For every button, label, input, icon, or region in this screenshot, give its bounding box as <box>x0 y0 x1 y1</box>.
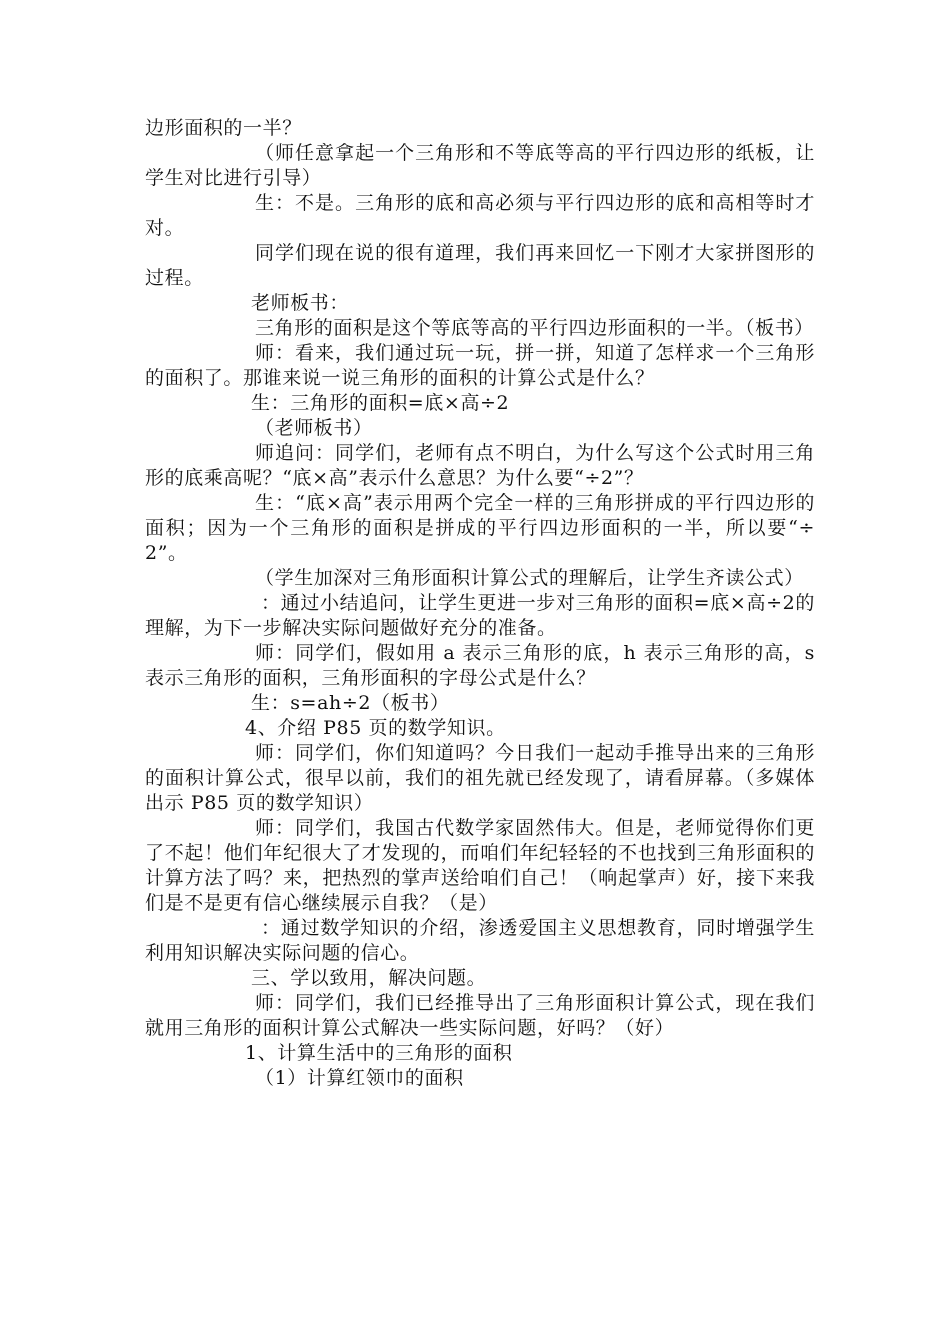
paragraph: 同学们现在说的很有道理，我们再来回忆一下刚才大家拼图形的过程。 <box>145 242 815 289</box>
document-body <box>145 116 815 1091</box>
paragraph: 三角形的面积是这个等底等高的平行四边形面积的一半。（板书） <box>255 317 814 339</box>
paragraph: 师：同学们，你们知道吗？今日我们一起动手推导出来的三角形的面积计算公式，很早以前，我们的祖先就已经发现了，请看屏幕。（多媒体出示 P85 页的数学知识） <box>145 742 815 814</box>
paragraph: 师：同学们，我们已经推导出了三角形面积计算公式，现在我们就用三角形的面积计算公式解决一些实际问题，好吗？（好） <box>145 992 815 1039</box>
paragraph: （老师板书） <box>255 417 373 439</box>
paragraph: ：通过数学知识的介绍，渗透爱国主义思想教育，同时增强学生利用知识解决实际问题的信心。 <box>145 917 815 964</box>
paragraph: 边形面积的一半？ <box>145 117 302 139</box>
paragraph: 1、计算生活中的三角形的面积 <box>245 1042 513 1064</box>
paragraph: 师：同学们，假如用 a 表示三角形的底，h 表示三角形的高，s 表示三角形的面积，三角形面积的字母公式是什么？ <box>145 642 815 689</box>
paragraph: 4、介绍 P85 页的数学知识。 <box>245 717 506 739</box>
paragraph: 老师板书： <box>251 292 350 314</box>
paragraph: 生：“底×高”表示用两个完全一样的三角形拼成的平行四边形的面积；因为一个三角形的面积是拼成的平行四边形面积的一半，所以要“÷2”。 <box>145 492 815 564</box>
paragraph: （1）计算红领巾的面积 <box>255 1067 464 1089</box>
paragraph: （师任意拿起一个三角形和不等底等高的平行四边形的纸板，让学生对比进行引导） <box>145 142 815 189</box>
paragraph: 师：同学们，我国古代数学家固然伟大。但是，老师觉得你们更了不起！他们年纪很大了才发现的，而咱们年纪轻轻的不也找到三角形面积的计算方法了吗？来，把热烈的掌声送给咱们自己！（响起掌声）好，接下来我们是不是更有信心继续展示自我？（是） <box>145 817 815 914</box>
paragraph: 师追问：同学们，老师有点不明白，为什么写这个公式时用三角形的底乘高呢？“底×高”表示什么意思？为什么要“÷2”？ <box>145 442 815 489</box>
paragraph: （学生加深对三角形面积计算公式的理解后，让学生齐读公式） <box>255 567 804 589</box>
paragraph: 生：s=ah÷2（板书） <box>251 692 450 714</box>
paragraph: 师：看来，我们通过玩一玩，拼一拼，知道了怎样求一个三角形的面积了。那谁来说一说三角形的面积的计算公式是什么？ <box>145 342 815 389</box>
paragraph: ：通过小结追问，让学生更进一步对三角形的面积=底×高÷2的理解，为下一步解决实际问题做好充分的准备。 <box>145 592 815 639</box>
paragraph: 生：三角形的面积=底×高÷2 <box>251 392 510 414</box>
paragraph: 生：不是。三角形的底和高必须与平行四边形的底和高相等时才对。 <box>145 192 815 239</box>
paragraph: 三、学以致用，解决问题。 <box>251 967 487 989</box>
